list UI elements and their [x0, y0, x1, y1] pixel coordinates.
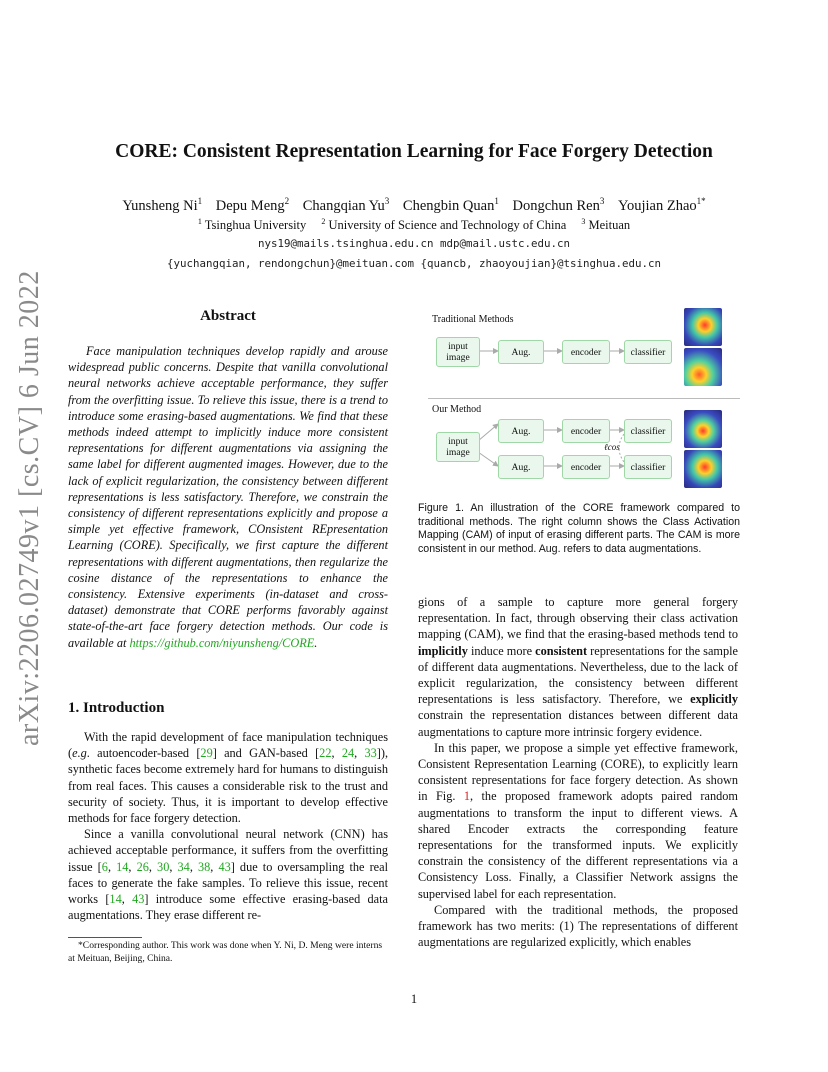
email-line: nys19@mails.tsinghua.edu.cn mdp@mail.ustc.edu.cn [257, 237, 570, 250]
figure-caption: Figure 1. An illustration of the CORE framework compared to traditional methods. The right column shows the Class Activation Mapping (CAM) of input of erasing different parts. The CAM is more consistent in our method. Aug. refers to data augmentations. [418, 502, 740, 556]
classifier-box: classifier [624, 419, 672, 443]
cam-heatmap-image [684, 450, 722, 488]
author: Youjian Zhao$^{1*}$ [617, 196, 706, 214]
author: Changqian Yu$^3$ [302, 196, 390, 214]
paragraph: With the rapid development of face manipulation techniques (e.g. autoencoder-based [29] and GAN-based [22, 24, 33]), synthetic faces become extremely hard for humans to distinguish from real faces. This causes a considerable risk to the trust and security of society. Thus, it is important to develop effective methods for face forgery detection. [68, 730, 389, 826]
author: Dongchun Ren$^3$ [512, 196, 605, 214]
cosine-loss-label: ℓcos [604, 442, 620, 452]
affiliation: $^3$ Meituan [581, 217, 631, 233]
page-number: 1 [410, 992, 418, 1006]
affiliations-line [0, 217, 828, 233]
paragraph: In this paper, we propose a simple yet effective framework, Consistent Representation Learning (CORE), to explicitly learn consistent representations for face forgery detection. As shown in Fig. 1, the proposed framework adopts paired random augmentations to transform the input to different views. A shared Encoder extracts the corresponding feature representations for the transformed inputs. We explicitly constrain the consistency of the different representations via a Consistency Loss. Finally, a Classifier Network assigns the supervised label for each representation. [418, 740, 738, 901]
code-link[interactable]: https://github.com/niyunsheng/CORE [129, 635, 315, 650]
email-line: {yuchangqian, rendongchun}@meituan.com {quancb, zhaoyoujian}@tsinghua.edu.cn [166, 257, 662, 270]
input-image-box: input image [436, 432, 480, 462]
aug-box: Aug. [498, 419, 544, 443]
citation-link[interactable]: 43 [132, 892, 145, 907]
authors-line [0, 196, 828, 215]
paragraph: Compared with the traditional methods, the proposed framework has two merits: (1) The representations of different augmentations are regularized explicitly, which enables [418, 902, 738, 950]
affiliation: $^1$ Tsinghua University [197, 217, 307, 233]
cam-heatmap-image [684, 308, 722, 346]
citation-link[interactable]: 22 [319, 746, 332, 761]
encoder-box: encoder [562, 419, 610, 443]
paper-title: CORE: Consistent Representation Learning for Face Forgery Detection [115, 141, 713, 162]
traditional-methods-label: Traditional Methods [432, 314, 514, 325]
classifier-box: classifier [624, 455, 672, 479]
citation-link[interactable]: 43 [218, 859, 231, 874]
figure-ref-link[interactable]: 1 [463, 789, 471, 804]
citation-link[interactable]: 38 [197, 859, 211, 874]
citation-link[interactable]: 14 [109, 892, 122, 907]
citation-link[interactable]: 29 [200, 746, 213, 761]
author: Chengbin Quan$^1$ [402, 196, 499, 214]
input-image-box: input image [436, 337, 480, 367]
citation-link[interactable]: 26 [136, 859, 149, 874]
affiliation: $^2$ University of Science and Technology of China [321, 217, 567, 233]
encoder-box: encoder [562, 340, 610, 364]
our-method-label: Our Method [432, 404, 482, 415]
abstract-heading: Abstract [200, 308, 256, 324]
paragraph: gions of a sample to capture more general forgery representation. In fact, through observing their class activation mapping (CAM), we find that the erasing-based methods tend to implicitly induce more consistent representations for the sample of different data augmentations. Nevertheless, due to the lack of explicit regularization, the consistency between different representations is less satisfactory. Therefore, we explicitly constrain the representation distances between different data augmentations to capture more intrinsic forgery evidence. [418, 595, 739, 739]
author: Depu Meng$^2$ [215, 196, 290, 214]
paragraph: Since a vanilla convolutional neural network (CNN) has achieved acceptable performance, it suffers from the overfitting issue [6, 14, 26, 30, 34, 38, 43] due to oversampling the real faces to generate the fake samples. To relieve this issue, recent works [14, 43] introduce some effective erasing-based data augmentations. They erase different re- [68, 827, 388, 923]
figure-divider [428, 398, 740, 399]
citation-link[interactable]: 30 [157, 859, 170, 874]
classifier-box: classifier [624, 340, 672, 364]
aug-box: Aug. [498, 455, 544, 479]
citation-link[interactable]: 6 [101, 859, 108, 874]
right-column-body [418, 594, 738, 950]
author: Yunsheng Ni$^1$ [122, 196, 203, 214]
figure-1 [428, 306, 740, 492]
cam-heatmap-image [684, 410, 722, 448]
cam-heatmap-image [684, 348, 722, 386]
citation-link[interactable]: 14 [116, 859, 129, 874]
aug-box: Aug. [498, 340, 544, 364]
citation-link[interactable]: 33 [364, 746, 377, 761]
abstract-body: Face manipulation techniques develop rapidly and arouse widespread public concerns. Despite that vanilla convolutional neural networks achieve acceptable performance, they suffer from the overfitting issue. To relieve this issue, there is a trend to introduce some erasing-based augmentations. We find that these methods indeed attempt to implicitly induce more consistent representations for different augmentations via assigning the same label for different augmented images. However, due to the lack of explicit regularization, the consistency between different representations is less satisfactory. Therefore, we constrain the consistency of different representations explicitly and propose a simple yet effective framework, COnsistent REpresentation Learning (CORE). Specifically, we first capture the different representations with different augmentations, then regularize the cosine distance of the representations to enhance the consistency. Extensive experiments (in-dataset and cross-dataset) demonstrate that CORE performs favorably against state-of-the-art face forgery detection methods. Our code is available at https://github.com/niyunsheng/CORE. [68, 344, 388, 650]
arxiv-stamp: arXiv:2206.02749v1 [cs.CV] 6 Jun 2022 [14, 270, 45, 746]
citation-link[interactable]: 24 [341, 746, 355, 761]
footnote-divider [68, 937, 142, 938]
citation-link[interactable]: 34 [177, 859, 190, 874]
introduction-heading: 1. Introduction [68, 700, 165, 716]
footnote: *Corresponding author. This work was done when Y. Ni, D. Meng were interns at Meituan, Beijing, China. [68, 940, 383, 964]
introduction-body [68, 729, 388, 923]
encoder-box: encoder [562, 455, 610, 479]
